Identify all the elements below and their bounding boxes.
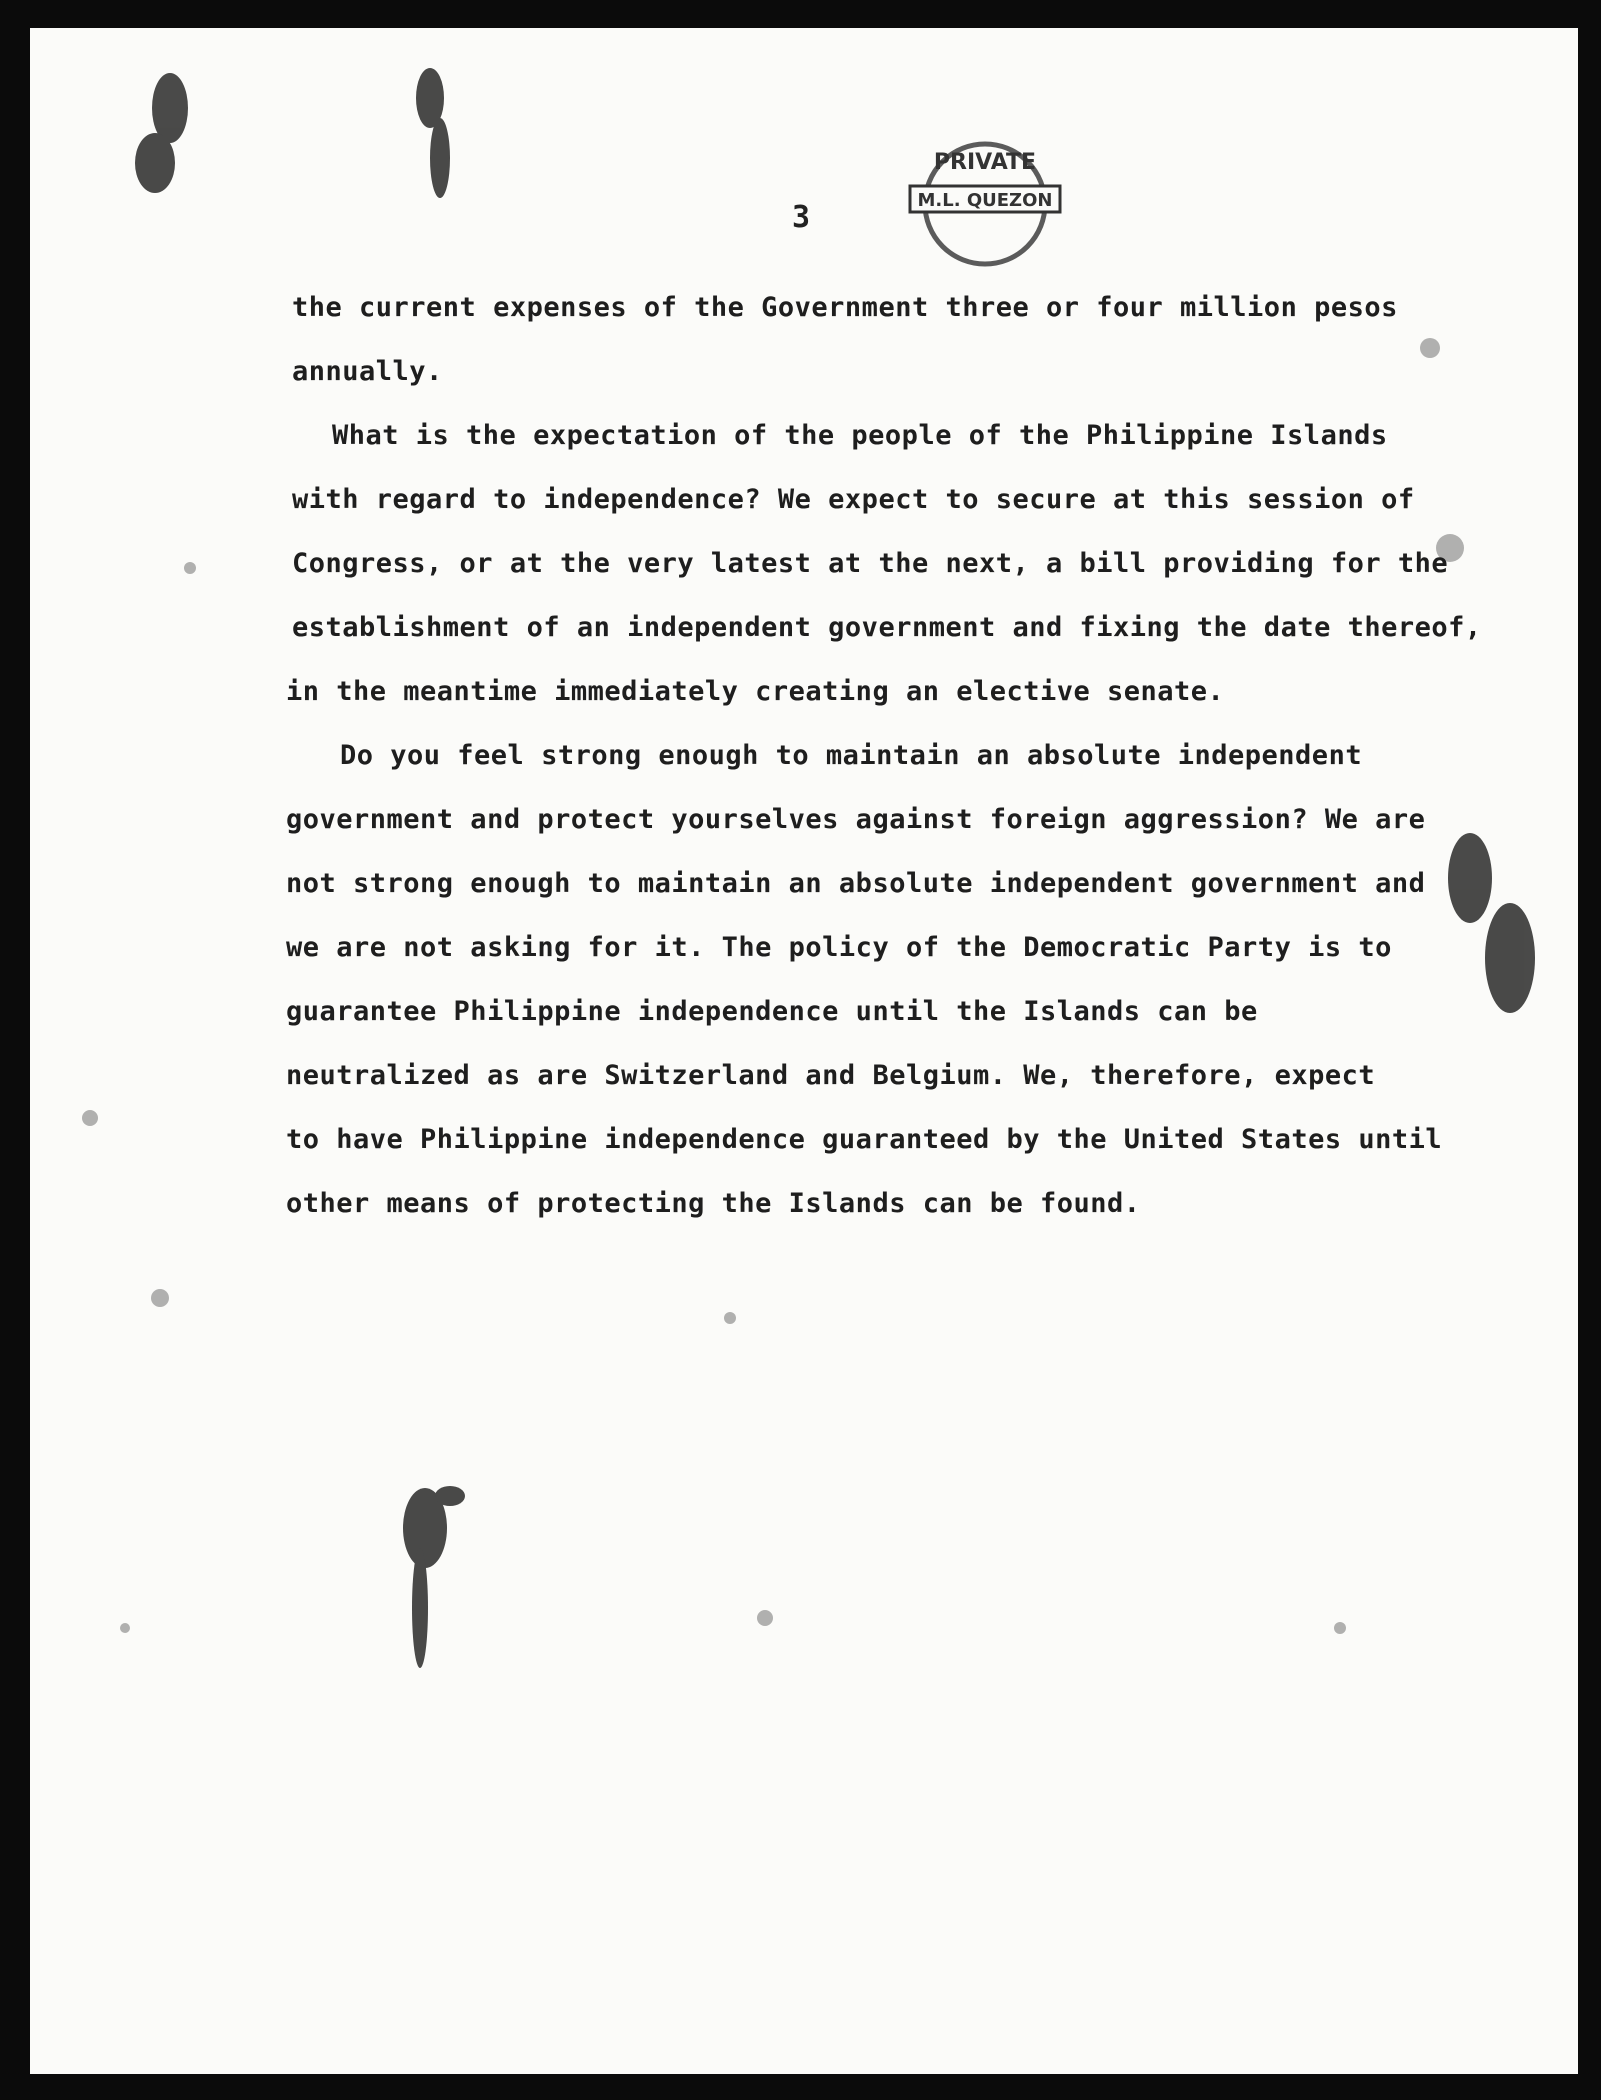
text-line: not strong enough to maintain an absolute independent government and: [286, 868, 1426, 899]
page-number: 3: [792, 200, 811, 235]
text-line: establishment of an independent government and fixing the date thereof,: [292, 612, 1482, 643]
text-line: Congress, or at the very latest at the next, a bill providing for the: [292, 548, 1449, 579]
svg-text:M.L. QUEZON: M.L. QUEZON: [917, 190, 1053, 211]
text-line: to have Philippine independence guaranteed by the United States until: [286, 1124, 1443, 1155]
text-line: annually.: [292, 356, 443, 387]
text-line: with regard to independence? We expect to secure at this session of: [292, 484, 1415, 515]
text-line: government and protect yourselves against foreign aggression? We are: [286, 804, 1426, 835]
ink-blots: [30, 28, 1578, 2074]
text-line: What is the expectation of the people of the Philippine Islands: [332, 420, 1388, 451]
text-line: in the meantime immediately creating an elective senate.: [286, 676, 1225, 707]
text-line: guarantee Philippine independence until the Islands can be: [286, 996, 1258, 1027]
svg-text:PRIVATE: PRIVATE: [933, 150, 1037, 175]
private-stamp: [890, 124, 1080, 274]
text-line: we are not asking for it. The policy of the Democratic Party is to: [286, 932, 1392, 963]
text-line: Do you feel strong enough to maintain an absolute independent: [340, 740, 1363, 771]
text-line: neutralized as are Switzerland and Belgium. We, therefore, expect: [286, 1060, 1376, 1091]
text-line: the current expenses of the Government three or four million pesos: [292, 292, 1398, 323]
document-page: [30, 28, 1578, 2074]
text-line: other means of protecting the Islands can be found.: [286, 1188, 1141, 1219]
